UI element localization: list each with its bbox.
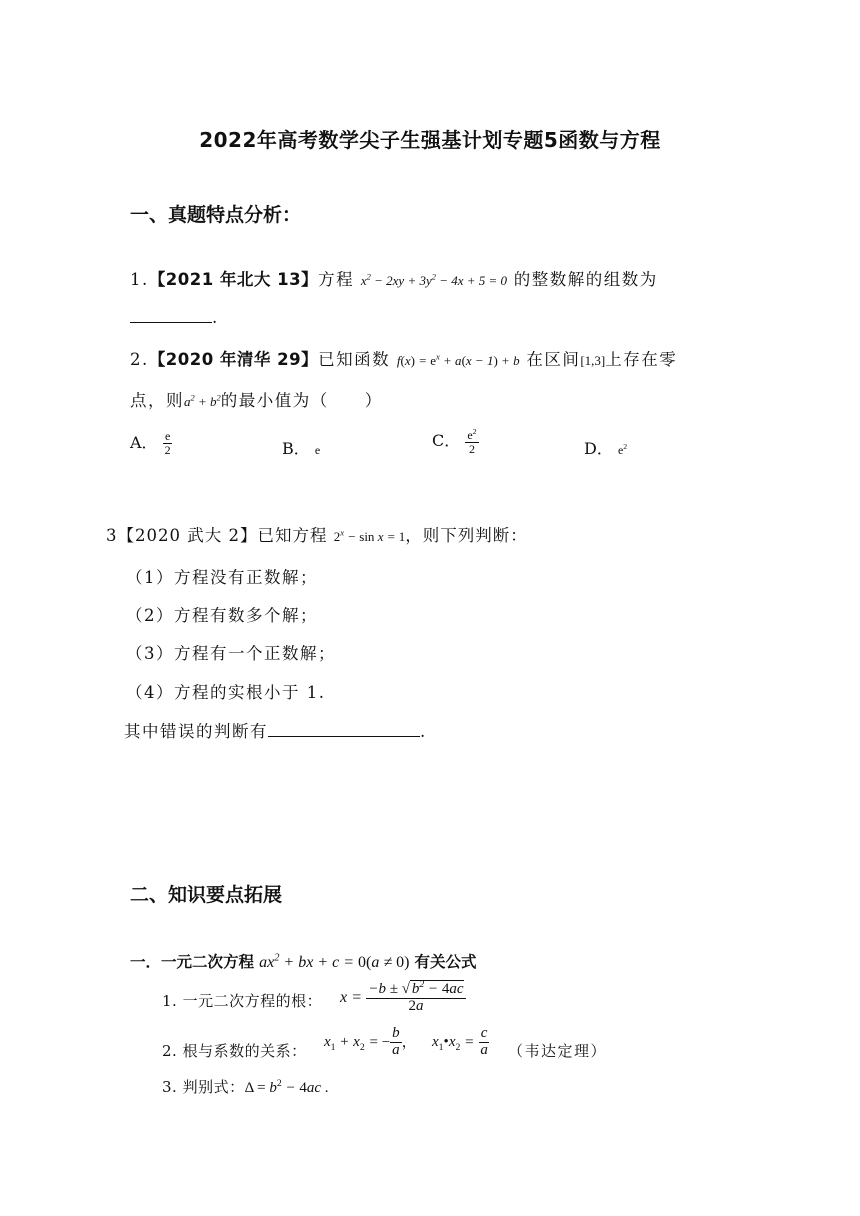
question-1-end: .	[212, 308, 219, 327]
option-a-label: A．	[130, 433, 158, 452]
option-b-label: B．	[282, 439, 310, 458]
question-1-source: 【2021 年北大 13】	[148, 270, 319, 289]
section-heading-1: 一、真题特点分析：	[130, 204, 302, 226]
question-2	[130, 346, 677, 370]
question-3-equation: $2^x - \sin x = 1$	[333, 527, 406, 544]
option-c-label: C．	[432, 431, 461, 451]
question-2-interval: [1,3]	[580, 353, 606, 368]
knowledge-item-1-title-after: 有关公式	[414, 953, 477, 971]
vieta-product: $x_1•x_2$ = $\frac{c}{a}$	[432, 1025, 488, 1058]
statement-4: （4）方程的实根小于 1.	[126, 683, 326, 702]
question-3	[106, 522, 528, 546]
knowledge-item-1-equation: $ax^2$ + bx + c = 0(a ≠ 0)	[259, 952, 410, 971]
question-3-text-after: ，则下列判断：	[405, 526, 528, 545]
statement-2: （2）方程有数多个解；	[126, 606, 318, 625]
knowledge-item-1	[130, 950, 477, 972]
question-2-text-mid: 在区间	[526, 350, 581, 369]
quadratic-formula: x = $\frac{-b \pm √ b^2 - 4ac}{2a}$	[340, 979, 464, 1014]
option-c	[432, 428, 479, 455]
question-2-text: 已知函数	[318, 350, 391, 369]
option-c-value: $\frac{e^2}{2}$	[467, 427, 477, 456]
question-3-conclusion	[124, 718, 427, 742]
knowledge-sub-1-label: 1. 一元二次方程的根：	[162, 992, 323, 1010]
option-a	[130, 430, 173, 457]
question-2-line2-text: 点，则	[130, 391, 184, 410]
vieta-sum: $x_1 + x_2$ = − $\frac{b}{a}$ ，	[324, 1025, 417, 1058]
knowledge-sub-2-label: 2. 根与系数的关系：	[162, 1042, 307, 1060]
knowledge-item-1-title: 一．一元二次方程	[130, 953, 255, 971]
question-2-line2-after: 的最小值为（ ）	[220, 391, 383, 410]
option-b-value: e	[314, 443, 321, 457]
question-3-text: 已知方程	[257, 526, 328, 545]
question-3-conclusion-text: 其中错误的判断有	[124, 722, 268, 741]
question-1-number: 1.	[130, 270, 149, 289]
question-2-line-2	[130, 387, 383, 411]
option-d	[584, 436, 627, 459]
knowledge-sub-2	[162, 1040, 307, 1061]
question-2-function: $f(x) = e^x + a(x - 1) + b$	[396, 351, 520, 368]
question-2-text-after: 上存在零	[605, 350, 678, 369]
section-heading-2: 二、知识要点拓展	[130, 884, 283, 906]
knowledge-sub-3-label: 3. 判别式：	[162, 1078, 245, 1096]
answer-blank	[130, 308, 212, 323]
page-title: 2022年高考数学尖子生强基计划专题5函数与方程	[199, 128, 661, 152]
knowledge-sub-1	[162, 990, 322, 1011]
question-1-answer-line	[130, 308, 219, 327]
vieta-note: （韦达定理）	[508, 1042, 608, 1060]
discriminant-formula: $\Delta = b^2 - 4ac$ .	[244, 1078, 329, 1096]
option-b	[282, 436, 320, 459]
knowledge-sub-3	[162, 1076, 329, 1097]
question-3-number: 3	[106, 526, 118, 545]
question-1-text-after: 的整数解的组数为	[513, 270, 658, 289]
question-1-text: 方程	[318, 270, 355, 289]
question-3-source: 【2020 武大 2】	[117, 526, 258, 545]
answer-blank-3	[268, 722, 420, 737]
statement-1: （1）方程没有正数解；	[126, 568, 318, 587]
question-2-expression: $a^2 + b^2$	[184, 392, 221, 409]
question-3-end: .	[420, 722, 427, 741]
question-1-equation: $x^2 - 2xy + 3y^2 - 4x + 5 = 0$	[360, 271, 508, 288]
option-d-label: D．	[584, 439, 613, 458]
question-2-number: 2.	[130, 350, 149, 369]
question-2-source: 【2020 年清华 29】	[148, 350, 319, 369]
question-1	[130, 266, 658, 290]
statement-3: （3）方程有一个正数解；	[126, 644, 336, 663]
option-a-value: $\frac{e}{2}$	[164, 429, 171, 457]
option-d-value: $e^2$	[617, 442, 628, 457]
